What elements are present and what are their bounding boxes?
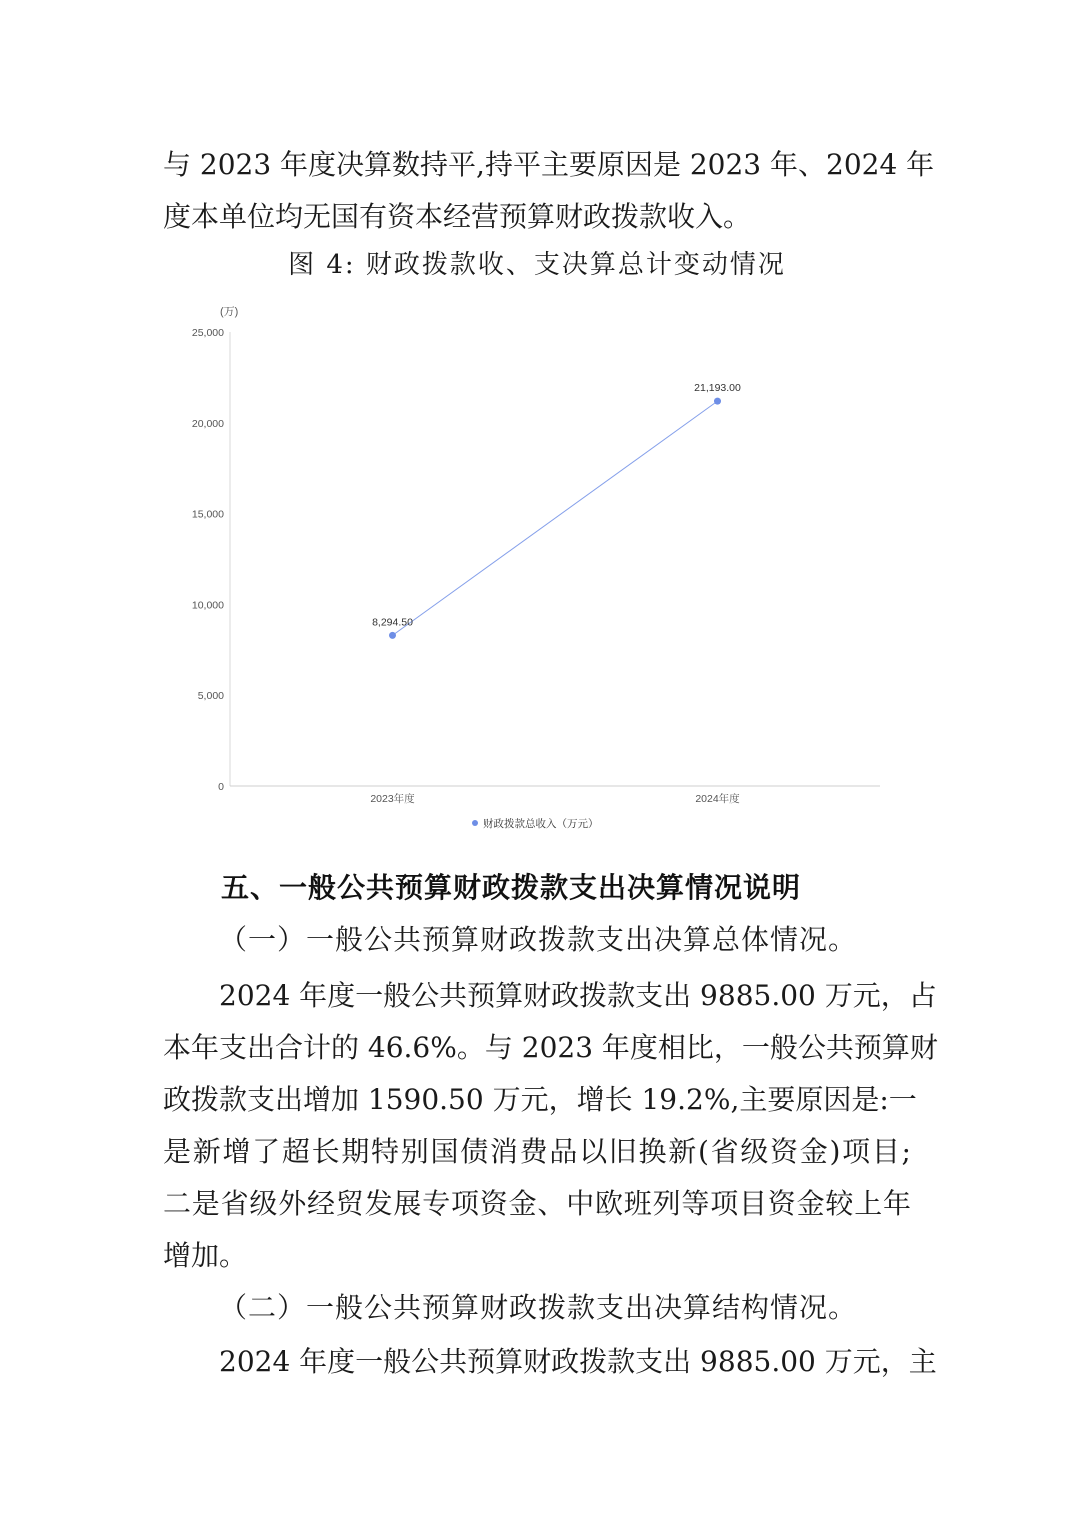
sub1-line-6: 增加。 (163, 1239, 248, 1272)
y-tick-label: 0 (218, 781, 224, 793)
sub1-line-4: 是新增了超长期特别国债消费品以旧换新(省级资金)项目; (163, 1135, 911, 1168)
y-tick-label: 25,000 (191, 327, 224, 339)
y-tick-label: 10,000 (191, 599, 224, 612)
data-label: 21,193.00 (694, 382, 741, 395)
series-line (393, 401, 718, 635)
y-tick-label: 20,000 (191, 417, 224, 430)
chart-legend (472, 817, 599, 830)
top-paragraph-line-2: 度本单位均无国有资本经营预算财政拨款收入。 (163, 200, 752, 233)
section-heading: 五、一般公共预算财政拨款支出决算情况说明 (221, 871, 802, 904)
y-tick-label: 5,000 (197, 690, 224, 703)
subsection-2-heading: （二）一般公共预算财政拨款支出决算结构情况。 (219, 1291, 858, 1324)
y-axis (192, 327, 230, 793)
x-tick-label: 2023年度 (370, 793, 415, 805)
data-point (714, 398, 721, 405)
top-paragraph-line-1: 与 2023 年度决算数持平,持平主要原因是 2023 年、2024 年 (163, 148, 935, 181)
data-label: 8,294.50 (372, 616, 413, 629)
y-tick-label: 15,000 (191, 508, 224, 521)
sub1-line-1: 2024 年度一般公共预算财政拨款支出 9885.00 万元，占 (219, 979, 937, 1012)
series-layer (372, 382, 741, 639)
sub1-line-2: 本年支出合计的 46.6%。与 2023 年度相比，一般公共预算财 (163, 1031, 938, 1064)
x-tick-label: 2024年度 (695, 793, 740, 805)
legend-label: 财政拨款总收入（万元） (483, 818, 599, 830)
line-chart (170, 298, 890, 838)
chart-unit-label: (万) (220, 306, 239, 318)
figure-caption: 图 4: 财政拨款收、支决算总计变动情况 (288, 250, 786, 280)
x-axis (230, 786, 880, 805)
legend-marker (472, 820, 478, 826)
data-point (389, 632, 396, 639)
sub2-line-1: 2024 年度一般公共预算财政拨款支出 9885.00 万元，主 (219, 1345, 937, 1378)
sub1-line-5: 二是省级外经贸发展专项资金、中欧班列等项目资金较上年 (163, 1187, 911, 1220)
subsection-1-heading: （一）一般公共预算财政拨款支出决算总体情况。 (219, 923, 858, 956)
sub1-line-3: 政拨款支出增加 1590.50 万元，增长 19.2%,主要原因是:一 (163, 1083, 917, 1116)
